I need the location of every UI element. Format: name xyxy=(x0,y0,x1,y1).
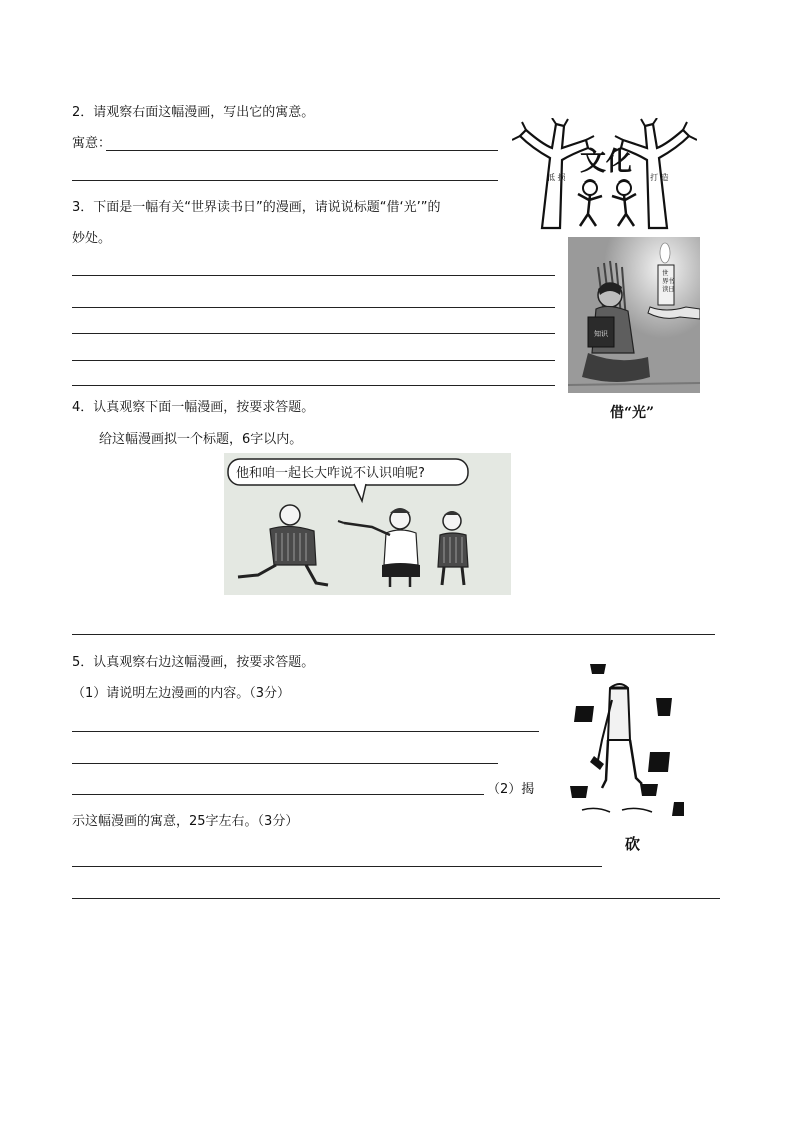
q5-answer-line-1[interactable] xyxy=(72,731,539,732)
q2-answer-label: 寓意： xyxy=(72,136,112,151)
speech-text: 他和咱一起长大咋说不认识咱呢? xyxy=(236,466,425,481)
q5-prompt: 5．认真观察右边这幅漫画，按要求答题。 xyxy=(72,655,315,670)
culture-cartoon xyxy=(512,118,697,230)
left-banner-text: 抵 损 xyxy=(547,173,566,182)
borrow-light-caption: 借“光” xyxy=(610,405,655,421)
q3-answer-line-5[interactable] xyxy=(72,385,555,386)
book-text: 知识 xyxy=(594,330,608,338)
q5-sub2-start: （2）揭 xyxy=(487,782,535,797)
chop-cartoon xyxy=(566,660,688,826)
q2-answer-line-1[interactable] xyxy=(106,150,498,151)
q2-answer-line-2[interactable] xyxy=(72,180,498,181)
candle-text: 世界读书日 xyxy=(662,269,675,293)
q2-prompt: 2．请观察右面这幅漫画，写出它的寓意。 xyxy=(72,105,315,120)
q5-sub2-cont: 示这幅漫画的寓意，25字左右。（3分） xyxy=(72,814,299,829)
q5-answer-line-3[interactable] xyxy=(72,794,484,795)
chop-caption: 砍 xyxy=(625,835,641,853)
q3-prompt-line2: 妙处。 xyxy=(72,231,112,246)
culture-title: 文化 xyxy=(580,147,633,177)
q3-answer-line-4[interactable] xyxy=(72,360,555,361)
q5-answer-line-5[interactable] xyxy=(72,898,720,899)
q5-answer-line-2[interactable] xyxy=(72,763,498,764)
q5-answer-line-4[interactable] xyxy=(72,866,602,867)
q5-sub1: （1）请说明左边漫画的内容。（3分） xyxy=(72,686,291,701)
right-banner-text: 打 造 xyxy=(650,173,669,182)
q3-answer-line-3[interactable] xyxy=(72,333,555,334)
q4-instruction: 给这幅漫画拟一个标题，6字以内。 xyxy=(99,432,303,447)
borrow-light-cartoon xyxy=(568,237,700,393)
q4-answer-line[interactable] xyxy=(72,634,715,635)
q3-answer-line-2[interactable] xyxy=(72,307,555,308)
q4-prompt: 4．认真观察下面一幅漫画，按要求答题。 xyxy=(72,400,315,415)
q3-prompt-line1: 3．下面是一幅有关“世界读书日”的漫画，请说说标题“借‘光’”的 xyxy=(72,200,441,215)
q3-answer-line-1[interactable] xyxy=(72,275,555,276)
greeting-cartoon xyxy=(224,453,511,595)
